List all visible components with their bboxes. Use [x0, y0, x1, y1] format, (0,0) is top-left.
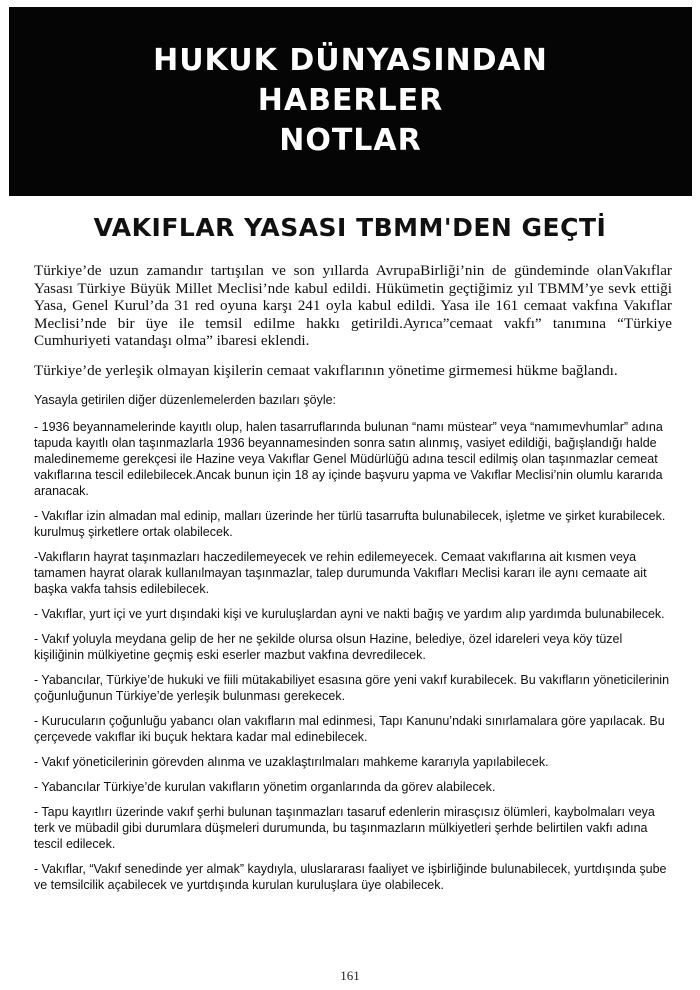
list-item: - Vakıflar, yurt içi ve yurt dışındaki kişi ve kuruluşlardan ayni ve nakti bağış ve yardım alıp yardımda bulunabilecek.	[34, 607, 665, 621]
list-lead: Yasayla getirilen diğer düzenlemelerden bazıları şöyle:	[34, 393, 337, 407]
article-body	[34, 392, 674, 902]
list-item: - Kurucuların çoğunluğu yabancı olan vakıfların mal edinmesi, Tapı Kanunu’ndaki sınırlamalara göre yapılacak. Bu çerçevede vakıflar iki buçuk hektara kadar mal edinebilecek.	[34, 714, 665, 744]
list-item: - Yabancılar, Türkiye’de hukuki ve fiili mütakabiliyet esasına göre yeni vakıf kurabilecek. Bu vakıfların yöneticilerinin çoğunluğunun Türkiye’de yerleşik bulunması gerekecek.	[34, 673, 670, 703]
banner-title-line-1: HUKUK DÜNYASINDAN	[153, 43, 548, 78]
page-number: 161	[340, 968, 360, 983]
list-item: - Vakıf yoluyla meydana gelip de her ne şekilde olursa olsun Hazine, belediye, özel idareleri veya köy tüzel kişiliğinin mülkiyetine geçmiş eski eserler mazbut vakfına devredilecek.	[34, 632, 623, 662]
list-item: - Vakıflar, “Vakıf senedinde yer almak” kaydıyla, uluslararası faaliyet ve işbirliğinde bulunabilecek, yurtdışında şube ve temsilcilik açabilecek ve yurtdışında kurulan kuruluşlara üye olabilecek.	[34, 862, 667, 892]
intro-paragraph: Türkiye’de uzun zamandır tartışılan ve son yıllarda AvrupaBirliği’nin de gündeminde olanVakıflar Yasası Türkiye Büyük Millet Meclisi’nde kabul edildi. Hükümetin geçtiğimiz yıl TBMM’ye sevk ettiği Yasa, Genel Kurul’da 31 red oyuna karşı 241 oyla kabul edildi. Yasa ile 161 cemaat vakfına Vakıflar Meclisi’nde bir üye ile temsil edilme hakkı getirildi.Ayrıca”cemaat vakfı” tanımına “Türkiye Cumhuriyeti vatandaşı olma” ibaresi eklendi.	[34, 262, 672, 350]
list-item: - Tapu kayıtlırı üzerinde vakıf şerhi bulunan taşınmazları tasaruf edenlerin mirasçısız ölümleri, kaybolmaları veya terk ve mübadil gibi durumlara düşmeleri durumunda, bu taşınmazların mülkiyetleri şerhde belirtilen vakfı adına tescil edilecek.	[34, 805, 655, 851]
section-banner	[9, 7, 692, 196]
banner-title-line-3: NOTLAR	[279, 123, 422, 158]
list-item: - Vakıf yöneticilerinin görevden alınma ve uzaklaştırılmaları mahkeme kararıyla yapılabilecek.	[34, 755, 549, 769]
article-intro	[34, 262, 672, 380]
list-item: - Yabancılar Türkiye’de kurulan vakıfların yönetim organlarında da görev alabilecek.	[34, 780, 496, 794]
article-headline: VAKIFLAR YASASI TBMM'DEN GEÇTİ	[93, 213, 607, 242]
list-item: - Vakıflar izin almadan mal edinip, malları üzerinde her türlü tasarrufta bulunabilecek, işletme ve şirket kurabilecek. kurulmuş şirketlere ortak olabilecek.	[34, 509, 666, 539]
banner-title-line-2: HABERLER	[257, 83, 444, 118]
list-item: -Vakıfların hayrat taşınmazları haczedilemeyecek ve rehin edilemeyecek. Cemaat vakıflarına ait kısmen veya tamamen hayrat olarak kullanılmayan taşınmazlar, talep durumunda Vakıfları Meclisi kararı ile aynı cemaate ait başka vakfa tahsis edilebilecek.	[34, 550, 647, 596]
intro-paragraph: Türkiye’de yerleşik olmayan kişilerin cemaat vakıflarının yönetime girmemesi hükme bağlandı.	[34, 361, 618, 379]
list-item: - 1936 beyannamelerinde kayıtlı olup, halen tasarruflarında bulunan “namı müstear” veya “namımevhumlar” adına tapuda kayıtlı olan taşınmazlarla 1936 beyannamesinden sonra satın alınmış, vasiyet edildiği, bağışlandığı halde maledinememe gerekçesi ile Hazine veya Vakıflar Genel Müdürlüğü adına tescil edilmiş olan taşınmazlar cemeat vakıflarına tescil edilebilecek.Ancak bunun için 18 ay içinde başvuru yapma ve Vakıflar Meclisi’nin olumlu kararıda aranacak.	[34, 420, 663, 498]
